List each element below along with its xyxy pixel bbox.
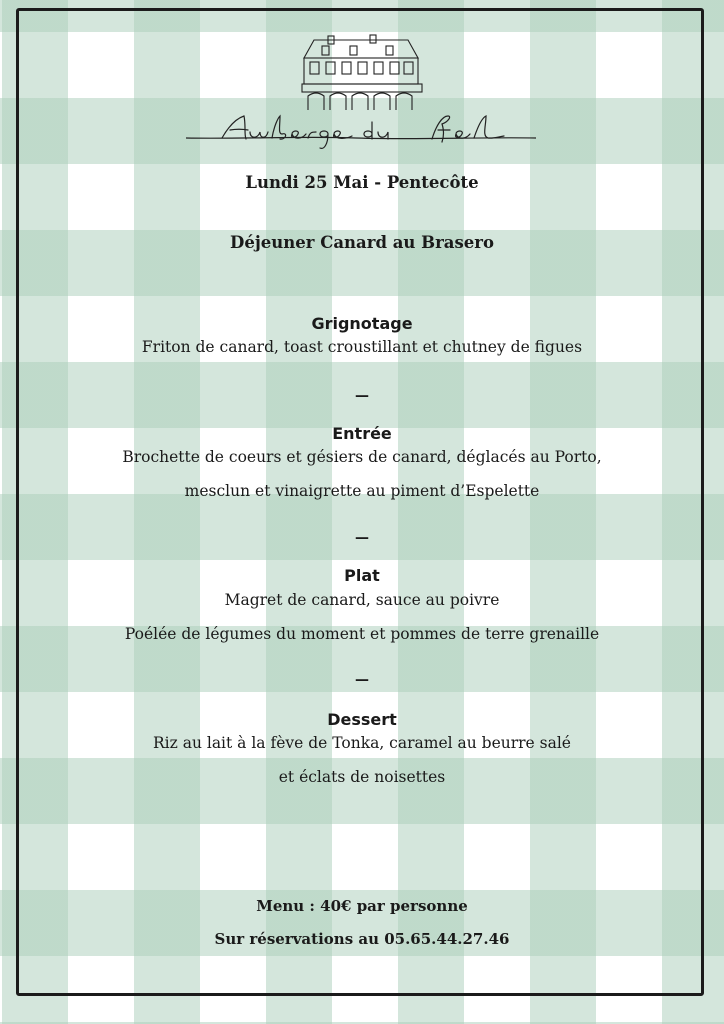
separator: — (355, 530, 369, 546)
section-heading-grignotage: Grignotage (311, 314, 413, 333)
reservation-phone: Sur réservations au 05.65.44.27.46 (214, 930, 510, 948)
section-heading-plat: Plat (344, 566, 380, 585)
separator: — (355, 388, 369, 404)
menu-line: Magret de canard, sauce au poivre (224, 591, 500, 609)
auberge-script-logo (186, 112, 536, 152)
section-heading-dessert: Dessert (327, 710, 397, 729)
event-title: Déjeuner Canard au Brasero (230, 233, 494, 252)
auberge-building-icon (300, 34, 424, 110)
section-heading-entree: Entrée (332, 424, 392, 443)
menu-line: Brochette de coeurs et gésiers de canard, déglacés au Porto, (122, 448, 602, 466)
menu-line: et éclats de noisettes (278, 768, 446, 786)
menu-line: Friton de canard, toast croustillant et chutney de figues (141, 338, 583, 356)
menu-line: mesclun et vinaigrette au piment d’Espelette (184, 482, 540, 500)
date-line: Lundi 25 Mai - Pentecôte (245, 173, 479, 192)
menu-line: Riz au lait à la fève de Tonka, caramel au beurre salé (152, 734, 571, 752)
menu-border (16, 8, 704, 996)
menu-line: Poélée de légumes du moment et pommes de terre grenaille (124, 625, 600, 643)
menu-price: Menu : 40€ par personne (256, 897, 468, 915)
separator: — (355, 672, 369, 688)
